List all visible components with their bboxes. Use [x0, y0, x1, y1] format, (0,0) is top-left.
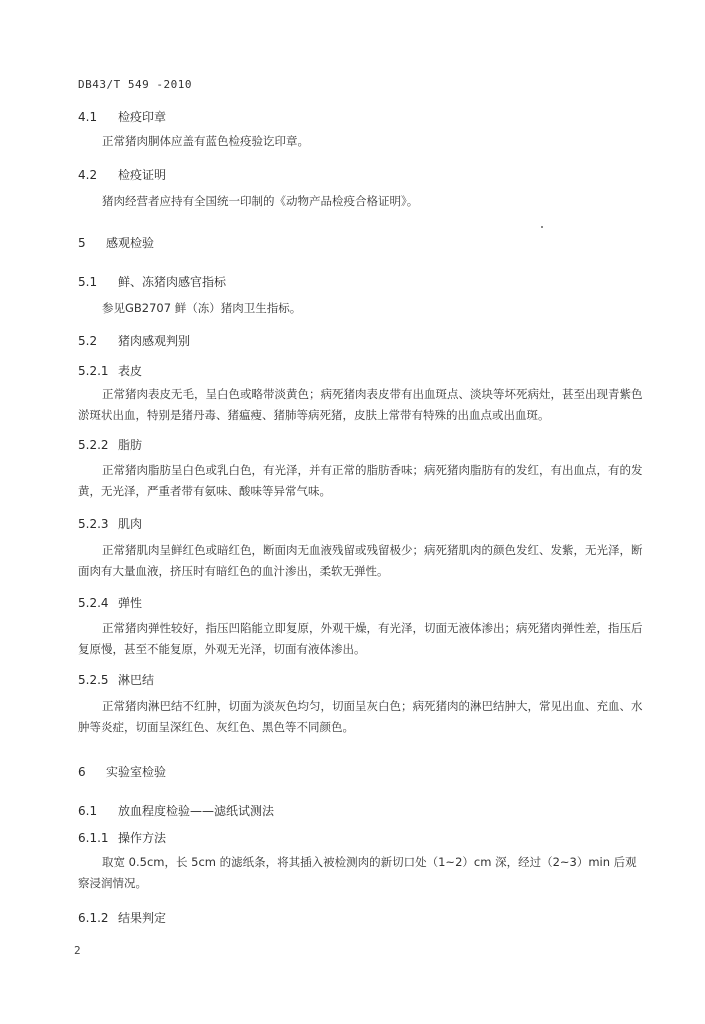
- heading-5-2-1: [78, 362, 142, 379]
- section-title: 检疫印章: [118, 110, 167, 124]
- section-number: 5: [78, 236, 86, 250]
- section-number: 4.1: [78, 110, 98, 124]
- section-number: 5.2.2: [78, 438, 109, 452]
- scan-speck: [541, 226, 543, 228]
- section-title: 弹性: [118, 596, 143, 610]
- heading-5-2: [78, 332, 190, 349]
- section-title: 脂肪: [118, 438, 143, 452]
- section-number: 6: [78, 765, 86, 779]
- paragraph-5-2-4: 正常猪肉弹性较好，指压凹陷能立即复原，外观干燥，有光泽，切面无液体渗出；病死猪肉弹性差，指压后复原慢，甚至不能复原，外观无光泽，切面有液体渗出。: [78, 621, 643, 656]
- heading-5: [78, 234, 154, 251]
- section-number: 6.1.1: [78, 831, 109, 845]
- section-title: 肌肉: [118, 517, 143, 531]
- paragraph-5-2-5: 正常猪肉淋巴结不红肿，切面为淡灰色均匀，切面呈灰白色；病死猪肉的淋巴结肿大，常见出血、充血、水肿等炎症，切面呈深红色、灰红色、黑色等不同颜色。: [78, 699, 643, 734]
- paragraph-5-1: 参见GB2707 鲜（冻）猪肉卫生指标。: [102, 301, 302, 315]
- section-number: 5.2.4: [78, 596, 109, 610]
- paragraph-5-2-2: 正常猪肉脂肪呈白色或乳白色，有光泽，并有正常的脂肪香味；病死猪肉脂肪有的发红，有出血点，有的发黄，无光泽，严重者带有氨味、酸味等异常气味。: [78, 463, 643, 498]
- section-title: 实验室检验: [106, 765, 167, 779]
- paragraph-4-1: 正常猪肉胴体应盖有蓝色检疫验讫印章。: [102, 134, 309, 148]
- heading-5-2-5: [78, 671, 154, 688]
- section-number: 5.2: [78, 334, 98, 348]
- section-title: 感观检验: [106, 236, 155, 250]
- heading-6-1: [78, 802, 274, 819]
- section-number: 5.1: [78, 275, 98, 289]
- page-number: 2: [74, 944, 81, 957]
- section-title: 猪肉感观判别: [118, 334, 191, 348]
- heading-4-2: [78, 166, 166, 183]
- heading-6: [78, 763, 166, 780]
- heading-6-1-1: [78, 829, 166, 846]
- paragraph-5-2-1: 正常猪肉表皮无毛，呈白色或略带淡黄色；病死猪肉表皮带有出血斑点、淡块等坏死病灶，甚至出现青紫色淤斑状出血，特别是猪丹毒、猪瘟瘦、猪肺等病死猪，皮肤上常带有特殊的出血点或出血斑。: [78, 387, 643, 422]
- heading-5-2-4: [78, 594, 142, 611]
- section-number: 5.2.5: [78, 673, 109, 687]
- section-number: 5.2.1: [78, 364, 109, 378]
- section-title: 检疫证明: [118, 168, 167, 182]
- section-title: 表皮: [118, 364, 143, 378]
- paragraph-4-2: 猪肉经营者应持有全国统一印制的《动物产品检疫合格证明》。: [102, 194, 419, 208]
- section-title: 结果判定: [118, 911, 167, 925]
- heading-4-1: [78, 108, 166, 125]
- section-number: 6.1: [78, 804, 98, 818]
- heading-6-1-2: [78, 909, 166, 926]
- heading-5-2-2: [78, 436, 142, 453]
- heading-5-2-3: [78, 515, 142, 532]
- section-number: 4.2: [78, 168, 98, 182]
- section-number: 5.2.3: [78, 517, 109, 531]
- paragraph-5-2-3: 正常猪肌肉呈鲜红色或暗红色，断面肉无血液残留或残留极少；病死猪肌肉的颜色发红、发紫，无光泽，断面肉有大量血液，挤压时有暗红色的血汁渗出，柔软无弹性。: [78, 543, 643, 578]
- heading-5-1: [78, 273, 226, 290]
- section-number: 6.1.2: [78, 911, 109, 925]
- paragraph-6-1-1: 取宽 0.5cm，长 5cm 的滤纸条，将其插入被检测肉的新切口处（1~2）cm 深，经过（2~3）min 后观察浸润情况。: [78, 855, 637, 890]
- section-title: 鲜、冻猪肉感官指标: [118, 275, 227, 289]
- standard-code: DB43/T 549 -2010: [78, 78, 192, 91]
- section-title: 操作方法: [118, 831, 167, 845]
- section-title: 放血程度检验——滤纸试测法: [118, 804, 275, 818]
- section-title: 淋巴结: [118, 673, 155, 687]
